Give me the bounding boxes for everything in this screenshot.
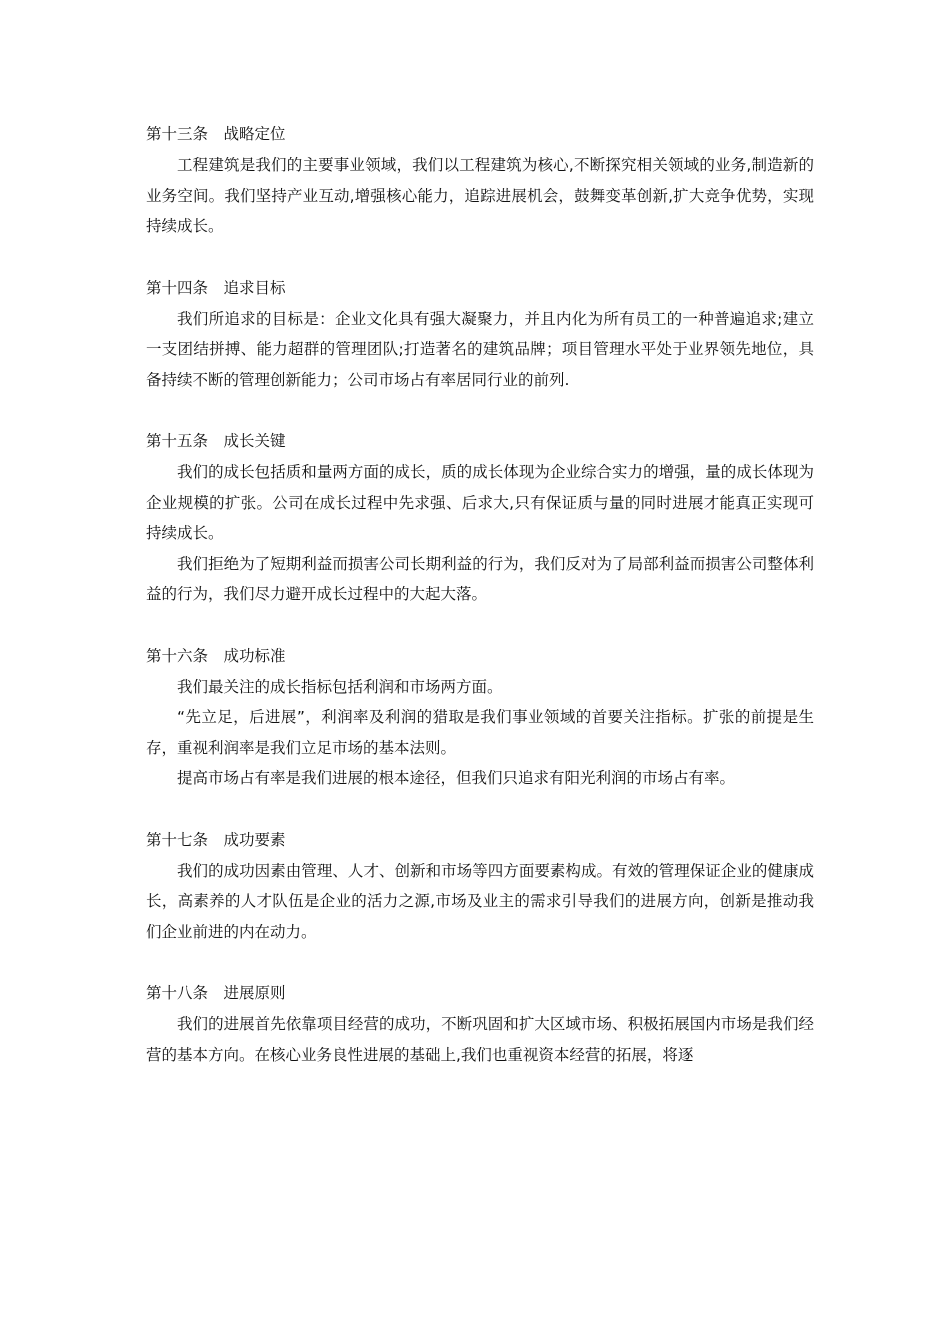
article-paragraph: 我们的成长包括质和量两方面的成长，质的成长体现为企业综合实力的增强，量的成长体现为企业规模的扩张。公司在成长过程中先求强、后求大,只有保证质与量的同时进展才能真正实现可持续成长。 — [146, 463, 814, 542]
article-paragraph: 我们最关注的成长指标包括利润和市场两方面。 — [177, 677, 503, 696]
article-paragraph: “先立足，后进展”，利润率及利润的猎取是我们事业领域的首要关注指标。扩张的前提是生存，重视利润率是我们立足市场的基本法则。 — [146, 708, 814, 757]
article-heading: 第十四条 追求目标 — [146, 278, 286, 297]
article-heading: 第十三条 战略定位 — [146, 125, 286, 143]
article-16 — [146, 640, 814, 794]
article-heading: 第十七条 成功要素 — [146, 830, 286, 849]
article-paragraph: 我们所追求的目标是：企业文化具有强大凝聚力，并且内化为所有员工的一种普遍追求;建立一支团结拼搏、能力超群的管理团队;打造著名的建筑品牌；项目管理水平处于业界领先地位，具备持续不断的管理创新能力；公司市场占有率居同行业的前列. — [146, 309, 814, 389]
article-paragraph: 我们拒绝为了短期利益而损害公司长期利益的行为，我们反对为了局部利益而损害公司整体利益的行为，我们尽力避开成长过程中的大起大落。 — [146, 554, 814, 603]
article-heading: 第十五条 成长关键 — [146, 432, 286, 450]
article-14 — [146, 272, 814, 396]
article-17 — [146, 824, 814, 948]
article-15 — [146, 425, 814, 610]
article-13 — [146, 118, 814, 242]
article-paragraph: 提高市场占有率是我们进展的根本途径，但我们只追求有阳光利润的市场占有率。 — [177, 769, 736, 787]
article-heading: 第十八条 进展原则 — [146, 984, 286, 1002]
document-page — [146, 118, 814, 1070]
article-heading: 第十六条 成功标准 — [146, 646, 286, 665]
article-paragraph: 我们的成功因素由管理、人才、创新和市场等四方面要素构成。有效的管理保证企业的健康成长，高素养的人才队伍是企业的活力之源,市场及业主的需求引导我们的进展方向，创新是推动我们企业前进的内在动力。 — [146, 861, 814, 941]
article-paragraph: 我们的进展首先依靠项目经营的成功，不断巩固和扩大区域市场、积极拓展国内市场是我们经营的基本方向。在核心业务良性进展的基础上,我们也重视资本经营的拓展，将逐 — [146, 1015, 814, 1064]
article-paragraph: 工程建筑是我们的主要事业领域，我们以工程建筑为核心,不断探究相关领域的业务,制造新的业务空间。我们坚持产业互动,增强核心能力，追踪进展机会，鼓舞变革创新,扩大竞争优势，实现持续成长。 — [146, 156, 814, 235]
article-18 — [146, 977, 814, 1070]
